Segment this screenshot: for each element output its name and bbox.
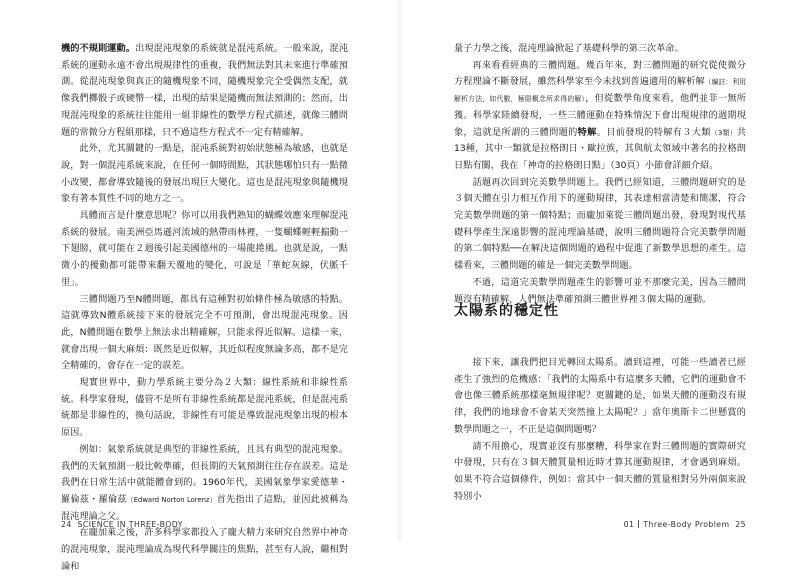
right-chapter-number: 01 bbox=[623, 520, 635, 529]
right-paragraph-6: 請不用擔心，現實並沒有那麼糟，科學家在對三體問題的實際研究中發現，只有在３個天體質量相近時才算其運動規律，才會遇到麻煩。如果不符合這個條件，例如：當其中一個天體的質量相對另外兩個來說特別小 bbox=[454, 440, 746, 502]
right-paragraph-2-note-1: （編註：利用解析方法，如代數，極限概念所求得的解） bbox=[454, 78, 747, 104]
right-body-text-upper bbox=[454, 41, 746, 308]
footer-separator bbox=[638, 520, 639, 528]
left-page bbox=[0, 0, 396, 572]
right-paragraph-1: 量子力學之後，混沌理論掀起了基礎科學的第三次革命。 bbox=[454, 43, 684, 54]
right-paragraph-2-text-d: 共13種，其中一類就是拉格朗日・歐拉族，其與航太領域中著名的拉格朗日點有關，我在「神奇的拉格朗日點」（30頁）小節會詳細介紹。 bbox=[454, 126, 747, 171]
section-heading: 太陽系的穩定性 bbox=[454, 303, 559, 319]
left-paragraph-7: 在龐加萊之後，許多科學家都投入了龐大精力來研究自然界中神奇的混沌現象，混沌理論成為現代科學關注的焦點，甚至有人說，繼相對論和 bbox=[61, 527, 348, 572]
right-paragraph-2-note-2: （3類） bbox=[710, 128, 737, 137]
right-page-number: 25 bbox=[735, 520, 746, 529]
right-paragraph-2-bold: 特解 bbox=[577, 126, 597, 138]
left-page-footer bbox=[61, 520, 183, 529]
right-paragraph-5: 接下來，讓我們把目光轉回太陽系。讀到這裡，可能一些讀者已經產生了強烈的危機感：「我們的太陽系中有這麼多天體，它們的運動會不會也像三體系統那樣毫無規律呢？更關鍵的是，如果天體的運動沒有規律，我們的地球會不會某天突然撞上太陽呢？」當年奧斯卡二世懸賞的數學問題之一，不正是這個問題嗎？ bbox=[454, 357, 746, 435]
left-paragraph-1 bbox=[61, 41, 348, 141]
right-running-title: Three-Body Problem bbox=[643, 520, 730, 529]
right-body-text-lower bbox=[454, 355, 746, 505]
left-paragraph-6-text-b: 首先指出了這點，並因此被稱為混沌理論之父。 bbox=[61, 493, 349, 522]
left-paragraph-1-lead: 機的不規則運動。 bbox=[61, 43, 136, 54]
left-paragraph-4: 三體問題乃至N體問題，都具有這種對初始條件極為敏感的特點。這就導致N體系統接下來的發展完全不可預測，會出現混沌現象。因此，N體問題在數學上無法求出精確解，只能求得近似解。這樣一來，就會出現一個大麻煩：既然是近似解，其近似程度無論多高，都不是完全精確的，會存在一定的誤差。 bbox=[61, 293, 348, 372]
left-paragraph-1-text: 出現混沌現象的系統就是混沌系統。一般來說，混沌系統的運動永遠不會出現規律性的重複，我們無法對其未來進行準確預測。從混沌現象與真正的隨機現象不同，隨機現象完全受偶然支配，就像我們擲骰子或硬幣一樣，出現的結果是隨機而無法預測的；然而，出現混沌現象的系統往往能用一組非線性的數學方程式描述，就像三體問題的常微分方程組那樣，只不過這些方程式不一定有精確解。 bbox=[61, 43, 349, 138]
left-paragraph-6-note: （Edward Norton Lorenz） bbox=[126, 495, 217, 504]
right-paragraph-3: 話題再次回到完美數學問題上。我們已經知道，三體問題研究的是３個天體在引力相互作用下的運動規律，其表達相當清楚和簡潔，符合完美數學問題的第一個特點；而龐加萊從三體問題出發，發現對現代基礎科學產生深遠影響的混沌理論基礎，說明三體問題符合完美數學問題的第二個特點──在解決這個問題的過程中促進了新數學思想的產生。這樣看來，三體問題的確是一個完美數學問題。 bbox=[454, 176, 746, 272]
left-paragraph-6 bbox=[61, 442, 348, 526]
left-paragraph-3: 具體而言是什麼意思呢？你可以用我們熟知的蝴蝶效應來理解混沌系統的發展。南美洲亞馬遜河流域的熱帶雨林裡，一隻蝴蝶輕輕搧動一下翅膀，就可能在２週後引起美國德州的一場龍捲風。也就是說，一點微小的擾動都可能帶來翻天覆地的變化，可說是「華蛇灰線，伏脈千里」。 bbox=[61, 210, 348, 288]
right-page-footer bbox=[624, 520, 746, 529]
right-paragraph-4: 不過，這道完美數學問題產生的影響可並不那麼完美，因為三體問題沒有精確解，人們無法準確預測三體世界裡３個太陽的運動。 bbox=[454, 276, 746, 305]
left-paragraph-5: 現實世界中，動力學系統主要分為２大類：線性系統和非線性系統。科學家發現，儘管不是所有非線性系統都是混沌系統，但是混沌系統都是非線性的，換句話說，非線性有可能是導致混沌現象出現的根本原因。 bbox=[61, 377, 348, 439]
left-paragraph-2: 此外，尤其關鍵的一點是，混沌系統對初始狀態極為敏感，也就是說，對一個混沌系統來說，在任何一個時間點，其狀態哪怕只有一點微小改變，都會導致隨後的發展出現巨大變化。這也是混沌現象與隨機現象有著本質性不同的地方之一。 bbox=[61, 143, 348, 205]
right-paragraph-2-text-c: 。目前發現的特解有３大類 bbox=[596, 126, 711, 138]
left-body-text bbox=[61, 41, 348, 576]
left-page-number: 24 bbox=[61, 520, 72, 529]
right-paragraph-2-text-b: ，但從數學角度來看，他們並非一無所獲。科學家陸續發現，一些三體運動在特殊情況下會出現規律的週期現象，這就是所謂的三體問題的 bbox=[454, 93, 746, 138]
right-paragraph-2 bbox=[454, 58, 746, 175]
book-gutter bbox=[397, 0, 402, 541]
left-running-title: SCIENCE IN THREE-BODY bbox=[77, 520, 183, 529]
right-page bbox=[403, 0, 799, 541]
left-paragraph-6-text-a: 例如：氣象系統就是典型的非線性系統，且具有典型的混沌現象。我們的天氣預測一般比較準確，但長期的天氣預測往往存在誤差。這是我們在日常生活中就能體會到的。1960年代，美國氣象學家愛德華・羅倫茲・羅倫茲 bbox=[61, 443, 348, 505]
right-paragraph-2-text-a: 再來看看經典的三體問題。幾百年來，對三體問題的研究從使微分方程理論不斷發展，雖然科學家至今未找到普遍適用的解析解 bbox=[454, 59, 746, 88]
